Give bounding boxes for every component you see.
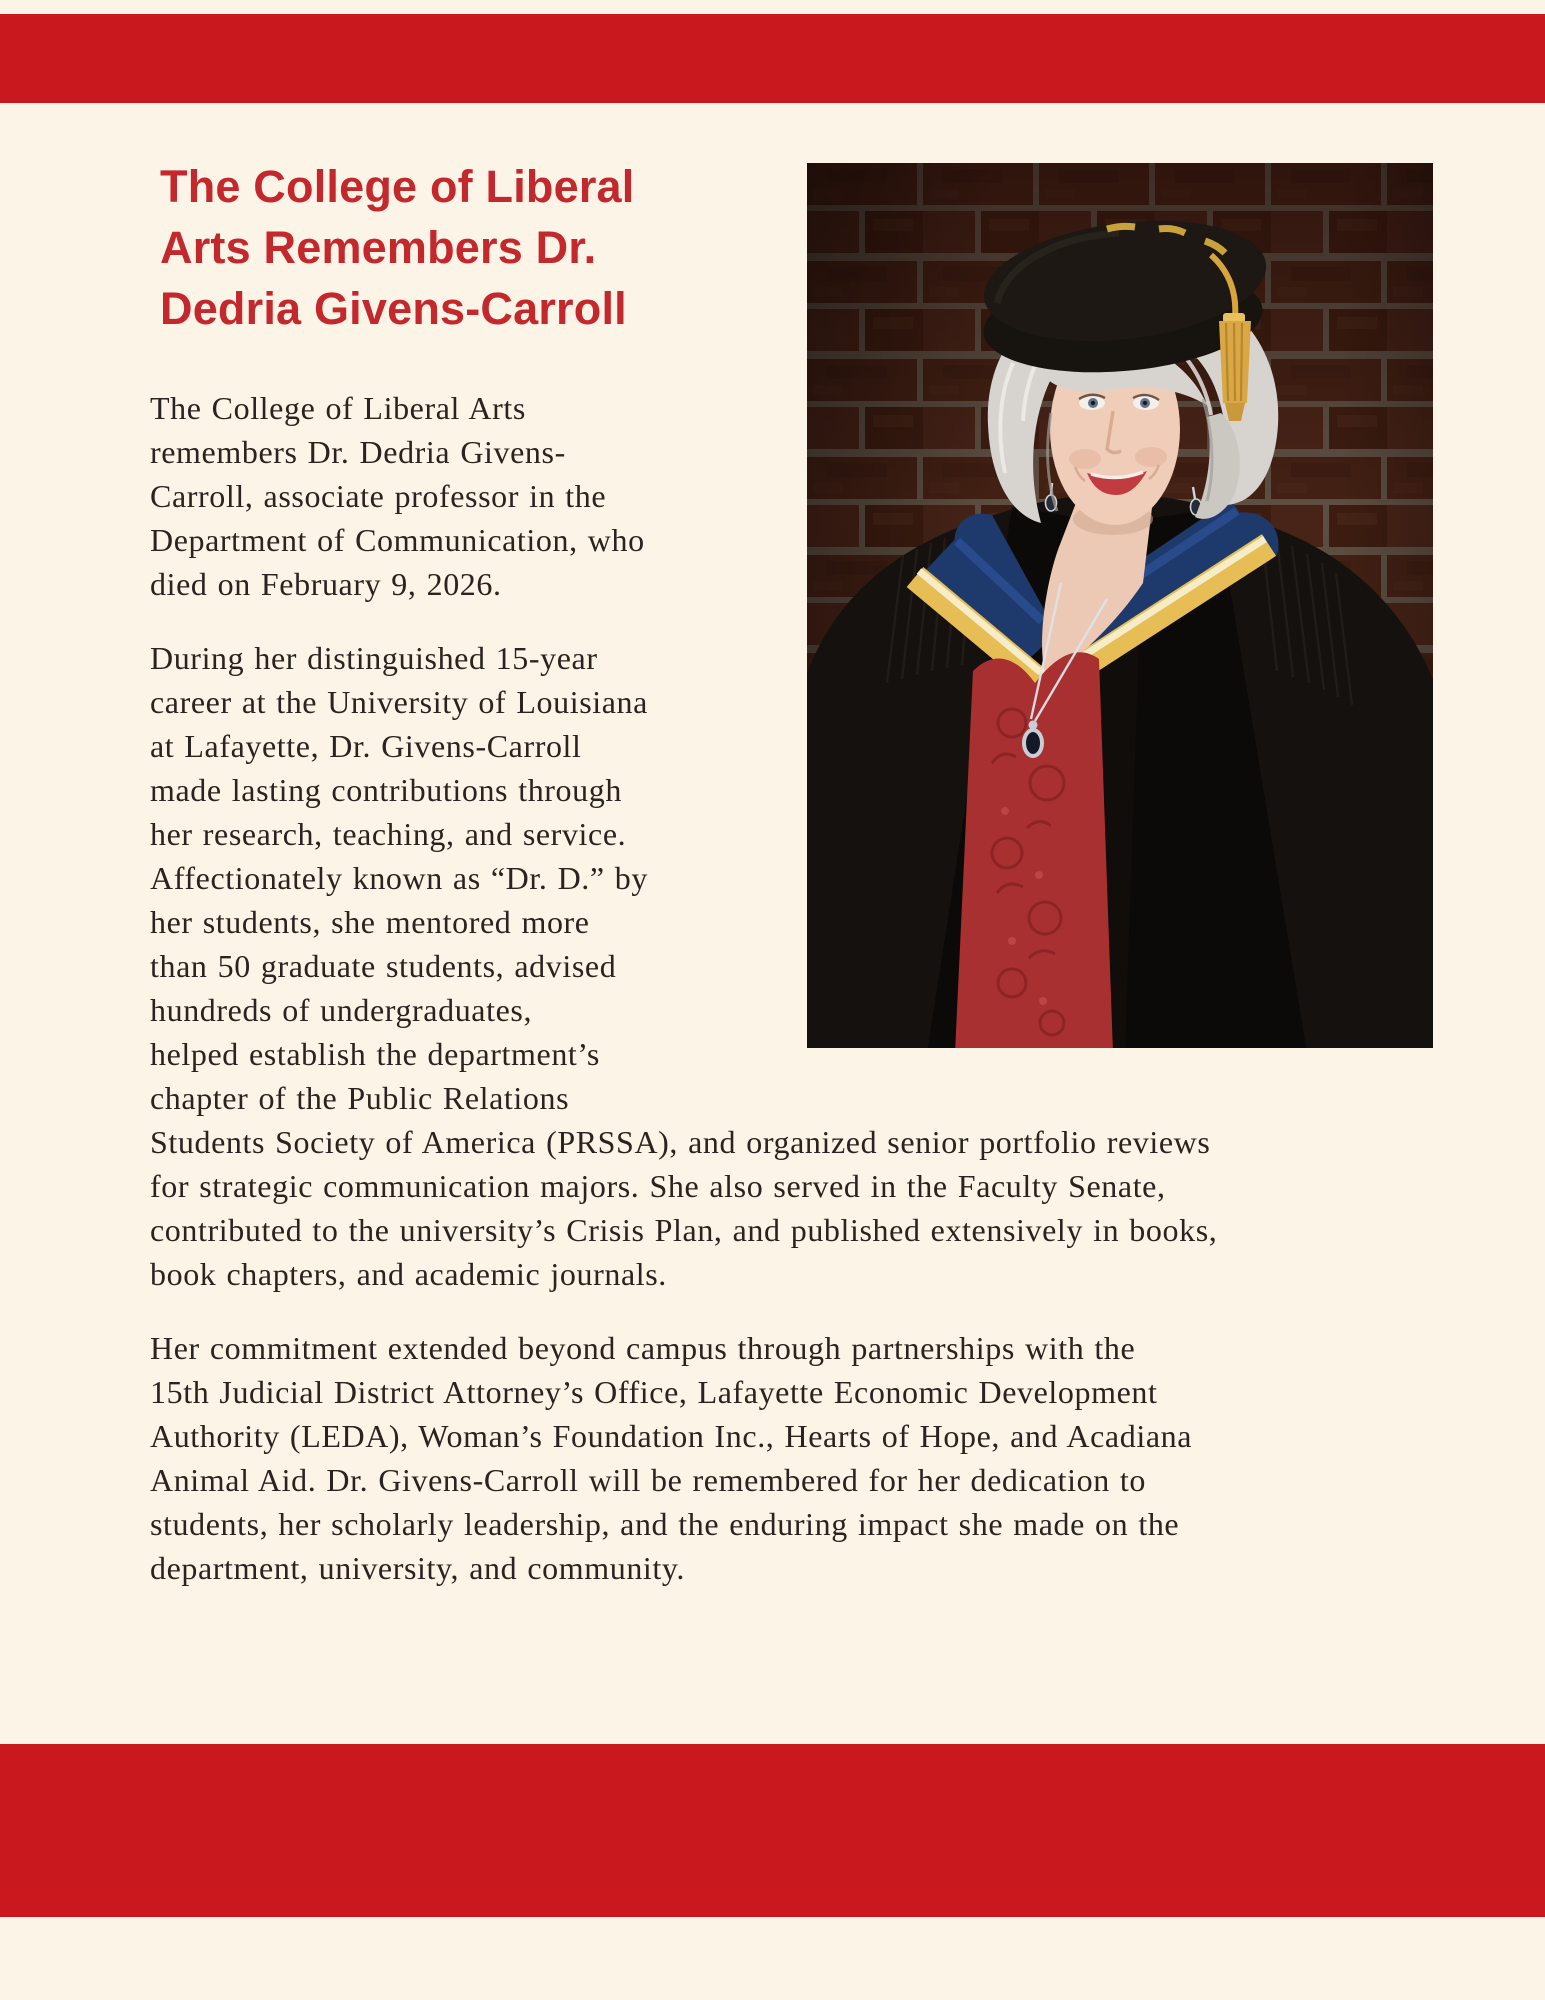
body-line: Department of Communication, who xyxy=(150,522,645,558)
body-line: than 50 graduate students, advised xyxy=(150,948,617,984)
body-line: for strategic communication majors. She also served in the Faculty Senate, xyxy=(150,1168,1166,1204)
body-line: helped establish the department’s xyxy=(150,1036,600,1072)
body-line: hundreds of undergraduates, xyxy=(150,992,533,1028)
article-body xyxy=(150,386,1440,1590)
body-line: died on February 9, 2026. xyxy=(150,566,502,602)
body-line: Animal Aid. Dr. Givens-Carroll will be remembered for her dedication to xyxy=(150,1462,1147,1498)
body-line: Students Society of America (PRSSA), and organized senior portfolio reviews xyxy=(150,1124,1211,1160)
body-line: 15th Judicial District Attorney’s Office, Lafayette Economic Development xyxy=(150,1374,1158,1410)
body-line: made lasting contributions through xyxy=(150,772,622,808)
bottom-red-band xyxy=(0,1744,1545,1917)
body-line: department, university, and community. xyxy=(150,1550,686,1586)
paragraph-2 xyxy=(150,636,1440,1296)
body-line: Authority (LEDA), Woman’s Foundation Inc., Hearts of Hope, and Acadiana xyxy=(150,1418,1193,1454)
page-title-line-1: The College of Liberal xyxy=(160,161,635,212)
body-line: remembers Dr. Dedria Givens- xyxy=(150,434,566,470)
body-line: her students, she mentored more xyxy=(150,904,590,940)
top-red-band xyxy=(0,14,1545,103)
body-line: Carroll, associate professor in the xyxy=(150,478,607,514)
body-line: Affectionately known as “Dr. D.” by xyxy=(150,860,648,896)
body-line: The College of Liberal Arts xyxy=(150,390,526,426)
paragraph-3 xyxy=(150,1326,1440,1590)
body-line: her research, teaching, and service. xyxy=(150,816,627,852)
body-line: at Lafayette, Dr. Givens-Carroll xyxy=(150,728,582,764)
page-title xyxy=(160,156,634,339)
body-line: Her commitment extended beyond campus through partnerships with the xyxy=(150,1330,1136,1366)
body-line: chapter of the Public Relations xyxy=(150,1080,570,1116)
page-title-line-3: Dedria Givens-Carroll xyxy=(160,283,627,334)
body-line: During her distinguished 15-year xyxy=(150,640,598,676)
body-line: career at the University of Louisiana xyxy=(150,684,648,720)
page-title-line-2: Arts Remembers Dr. xyxy=(160,222,597,273)
paragraph-1 xyxy=(150,386,1440,606)
body-line: students, her scholarly leadership, and the enduring impact she made on the xyxy=(150,1506,1180,1542)
body-line: contributed to the university’s Crisis Plan, and published extensively in books, xyxy=(150,1212,1218,1248)
body-line: book chapters, and academic journals. xyxy=(150,1256,667,1292)
